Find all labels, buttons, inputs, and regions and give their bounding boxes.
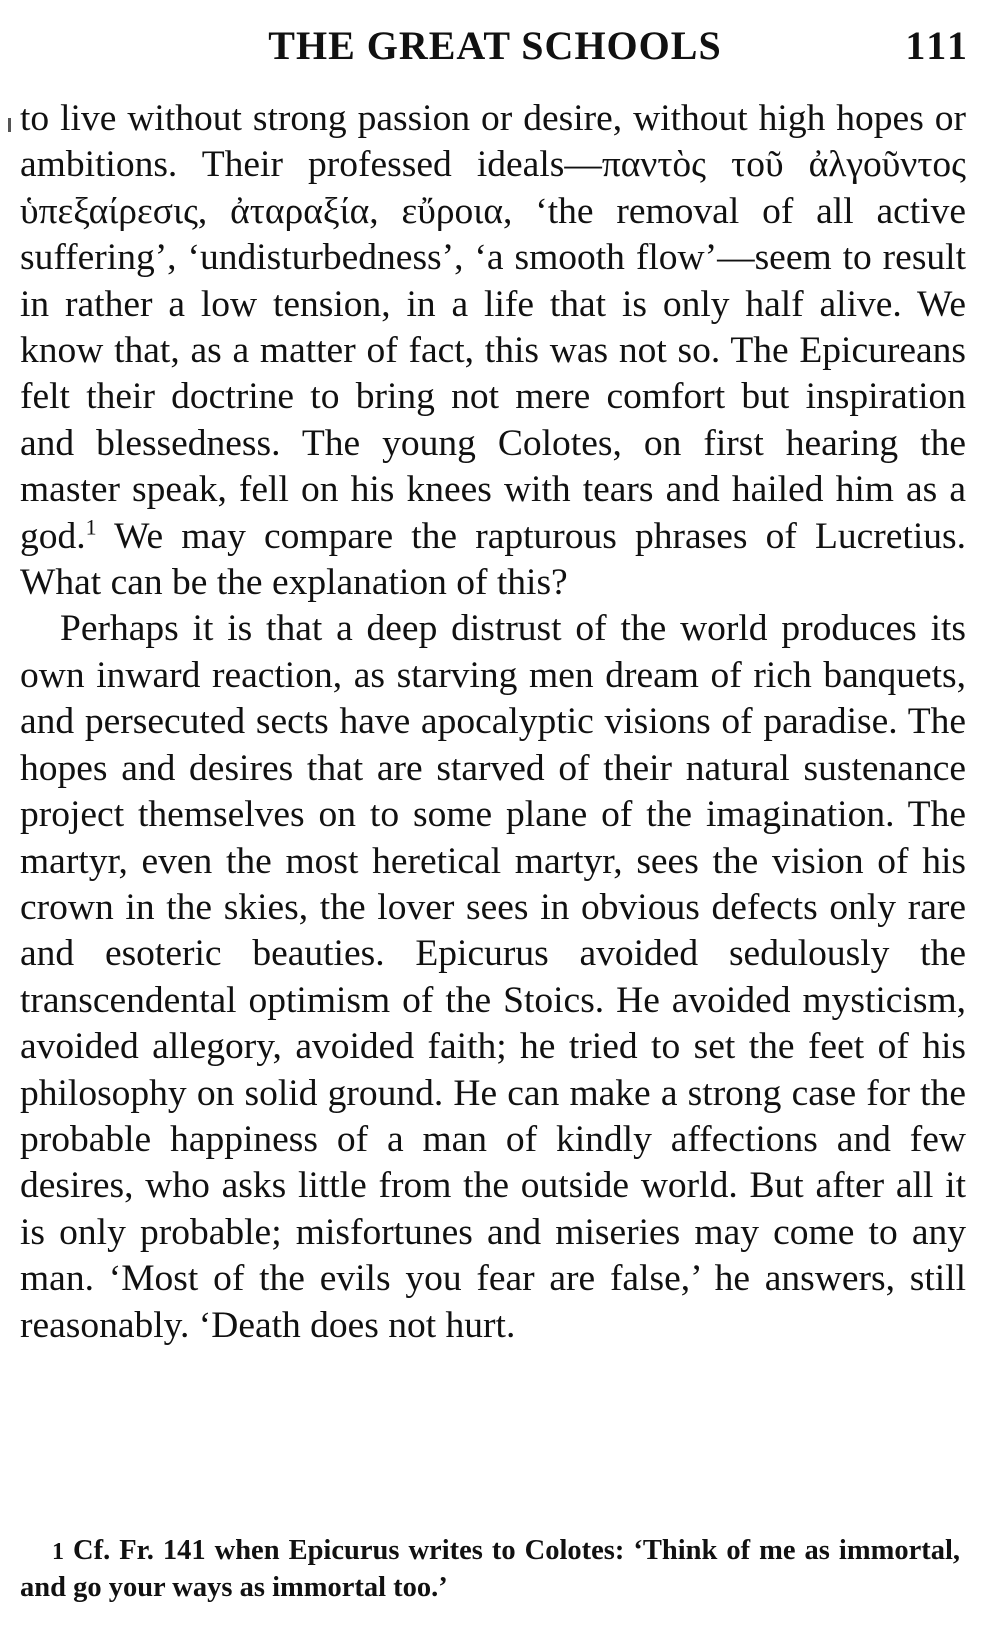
footnote-mark: 1	[52, 1539, 64, 1565]
footnote	[20, 1533, 960, 1605]
body-text	[20, 96, 966, 1349]
page-header	[20, 18, 970, 78]
paragraph-1-text: to live without strong passion or desire, without high hopes or ambitions. Their professed ideals—παντὸς τοῦ ἀλγοῦντος ὑπεξαίρεσις, ἀταραξία, εὔροια, ‘the removal of all active suffering’, ‘undisturbedness’, ‘a smooth flow’—seem to result in rather a low tension, in a life that is only half alive. We know that, as a matter of fact, this was not so. The Epicureans felt their doctrine to bring not mere comfort but inspiration and blessedness. The young Colotes, on first hearing the master speak, fell on his knees with tears and hailed him as a god.	[20, 98, 966, 557]
running-head: THE GREAT SCHOOLS	[268, 23, 722, 68]
paragraph-2: Perhaps it is that a deep distrust of the world produces its own inward reaction, as starving men dream of rich banquets, and persecuted sects have apocalyptic visions of paradise. The hopes and desires that are starved of their natural sustenance project themselves on to some plane of the imagination. The martyr, even the most heretical martyr, sees the vision of his crown in the skies, the lover sees in obvious defects only rare and esoteric beauties. Epicurus avoided sedulously the transcendental optimism of the Stoics. He avoided mysticism, avoided allegory, avoided faith; he tried to set the feet of his philosophy on solid ground. He can make a strong case for the probable happiness of a man of kindly affections and few desires, who asks little from the outside world. But after all it is only probable; misfortunes and miseries may come to any man. ‘Most of the evils you fear are false,’ he answers, still reasonably. ‘Death does not hurt.	[20, 608, 966, 1346]
page-number: 111	[905, 23, 970, 68]
margin-mark	[8, 118, 11, 132]
footnote-reference: 1	[85, 514, 97, 540]
paragraph-1-continued: We may compare the rapturous phrases of Lucretius. What can be the explanation of this?	[20, 515, 966, 604]
footnote-text: Cf. Fr. 141 when Epicurus writes to Colotes: ‘Think of me as immortal, and go your ways as immortal too.’	[20, 1535, 960, 1603]
paragraph-1	[20, 96, 966, 606]
